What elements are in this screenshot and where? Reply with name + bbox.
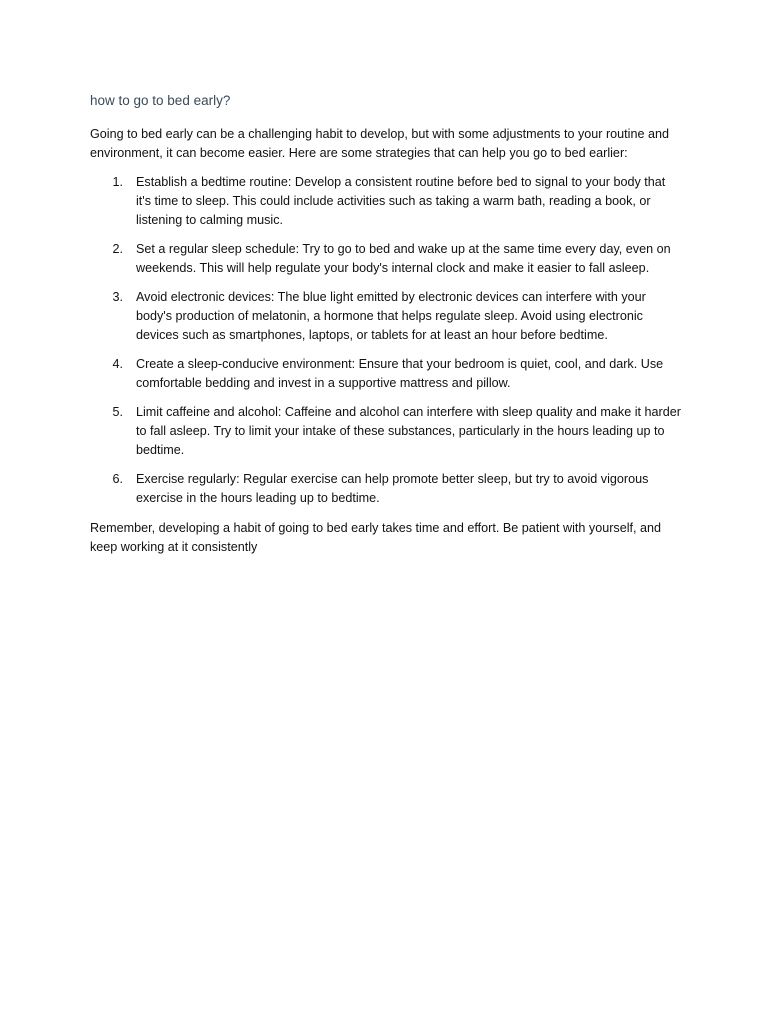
list-item-text: Set a regular sleep schedule: Try to go to bed and wake up at the same time every day, even on weekends. This will help regulate your body's internal clock and make it easier to fall asleep. [136,242,671,275]
list-item-text: Exercise regularly: Regular exercise can help promote better sleep, but try to avoid vigorous exercise in the hours leading up to bedtime. [136,472,649,505]
list-item [90,470,688,508]
list-item [90,173,688,230]
list-number: 1. [112,175,123,189]
list-number: 5. [112,405,123,419]
list-item-text: Avoid electronic devices: The blue light emitted by electronic devices can interfere with your body's production of melatonin, a hormone that helps regulate sleep. Avoid using electronic devices such as smartphones, laptops, or tablets for at least an hour before bedtime. [136,290,646,342]
list-item [90,403,688,460]
list-item-text: Create a sleep-conducive environment: Ensure that your bedroom is quiet, cool, and dark. Use comfortable bedding and invest in a supportive mattress and pillow. [136,357,664,390]
list-item [90,355,688,393]
list-number: 6. [112,472,123,486]
list-number: 3. [112,290,123,304]
list-item [90,240,688,278]
page-title: how to go to bed early? [90,93,231,108]
list-item-text: Limit caffeine and alcohol: Caffeine and alcohol can interfere with sleep quality and make it harder to fall asleep. Try to limit your intake of these substances, particularly in the hours leading up to bedtime. [136,405,681,457]
list-item [90,288,688,345]
list-number: 2. [112,242,123,256]
closing-paragraph: Remember, developing a habit of going to bed early takes time and effort. Be patient with yourself, and keep working at it consistently [90,521,662,554]
strategy-list [90,173,688,508]
list-item-text: Establish a bedtime routine: Develop a consistent routine before bed to signal to your body that it's time to sleep. This could include activities such as taking a warm bath, reading a book, or listening to calming music. [136,175,666,227]
list-number: 4. [112,357,123,371]
intro-paragraph: Going to bed early can be a challenging habit to develop, but with some adjustments to your routine and environment, it can become easier. Here are some strategies that can help you go to bed earlier: [90,127,669,160]
